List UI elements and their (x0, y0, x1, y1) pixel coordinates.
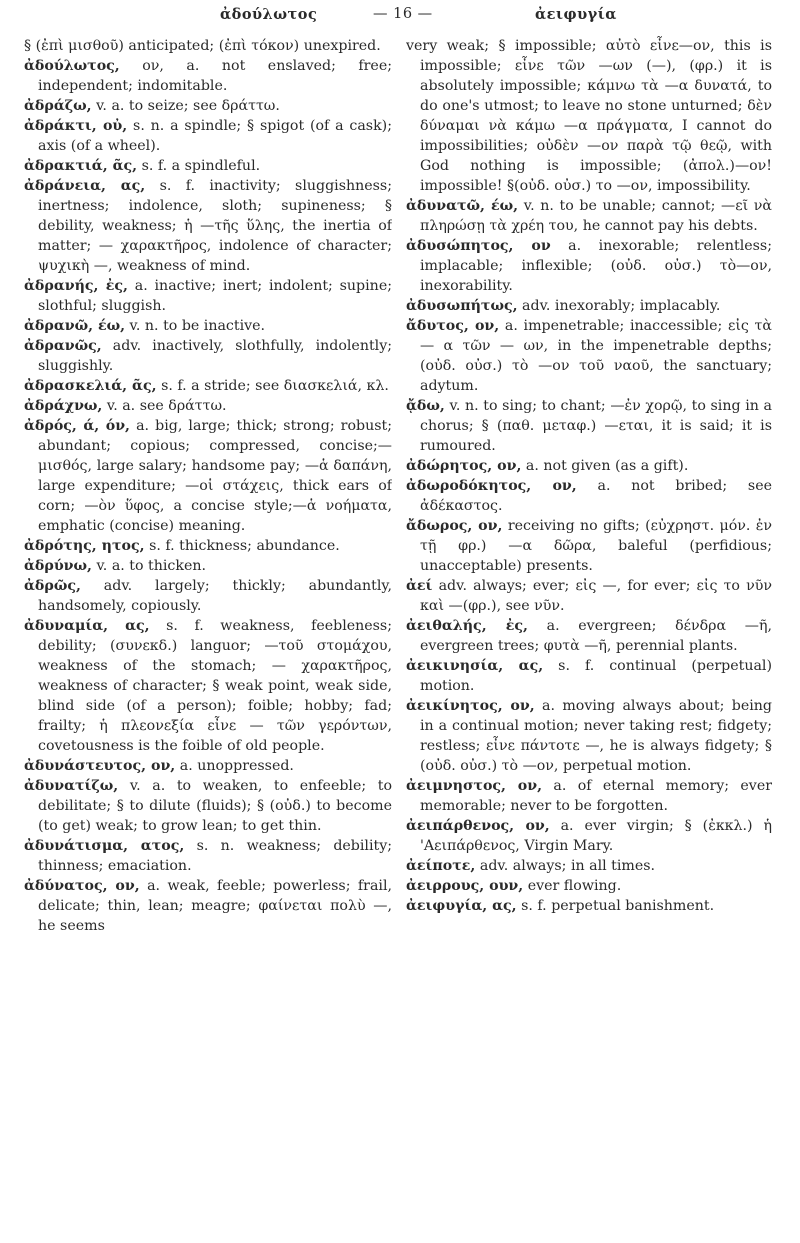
entry-definition: a. big, large; thick; strong; robust; abundant; copious; compressed, concise;— μισθός, large salary; handsome pay; —ἁ δαπάνη, large expenditure; —οἱ στάχεις, thick ears of corn; —ὸν ὕφος, a concise style;—ἁ νοήματα, emphatic (concise) meaning. (38, 418, 392, 534)
entry-definition: s. f. thickness; abundance. (144, 538, 340, 554)
entry-headword: ἀεικίνητος, ον, (406, 698, 535, 714)
entry-headword: ἀδρός, ά, όν, (24, 418, 130, 434)
dictionary-entry (406, 36, 772, 196)
entry-headword: ἀδρακτιά, ᾶς, (24, 158, 138, 174)
dictionary-entry (24, 536, 392, 556)
dictionary-entry (24, 36, 392, 56)
entry-headword: ἀδυναμία, ας, (24, 618, 150, 634)
header-right-headword: ἀειφυγία (535, 6, 617, 23)
dictionary-entry (406, 896, 772, 916)
page-number: — 16 — (373, 6, 433, 22)
right-column (406, 36, 772, 1236)
dictionary-entry (24, 576, 392, 616)
entry-definition: a. ever virgin; § (ἐκκλ.) ἡ 'Αειπάρθενος, Virgin Mary. (420, 818, 772, 854)
dictionary-entry (24, 116, 392, 156)
dictionary-entry (24, 316, 392, 336)
entry-definition: v. n. to be unable; cannot; —εῖ νὰ πληρώσῃ τὰ χρέη του, he cannot pay his debts. (420, 198, 772, 234)
entry-definition: a. evergreen; δένδρα —ῆ, evergreen trees; φυτὰ —ῆ, perennial plants. (420, 618, 772, 654)
entry-headword: ἀειθαλής, ἐς, (406, 618, 528, 634)
entry-headword: ἀειπάρθενος, ον, (406, 818, 550, 834)
entry-definition: very weak; § impossible; αὐτὸ εἶνε—ον, this is impossible; εἶνε τῶν —ων (—), (φρ.) it is absolutely impossible; κάμνω τὰ —α δυνατά, to do one's utmost; to leave no stone unturned; δὲν δύναμαι νὰ κάμω —α πράγματα, I cannot do impossibilities; οὐδὲν —ον παρὰ τῷ θεῷ, with God nothing is impossible; (ἀπολ.)—ον! impossible! §(οὐδ. οὐσ.) το —ον, impossibility. (406, 38, 772, 194)
dictionary-entry (406, 616, 772, 656)
entry-definition: adv. always; ever; εἰς —, for ever; εἰς το νῦν καὶ —(φρ.), see νῦν. (420, 578, 772, 614)
entry-headword: ἀδυνατῶ, έω, (406, 198, 519, 214)
dictionary-entry (406, 296, 772, 316)
entry-headword: ἀδυνατίζω, (24, 778, 119, 794)
entry-definition: s. f. a spindleful. (137, 158, 261, 174)
entry-definition: s. n. weakness; debility; thinness; emaciation. (38, 838, 392, 874)
entry-definition: a. unoppressed. (175, 758, 294, 774)
header-left-headword: ἀδούλωτος (220, 6, 318, 23)
entry-headword: ἀδράχνω, (24, 398, 103, 414)
entry-headword: ἄδυτος, ον, (406, 318, 500, 334)
entry-definition: v. a. to seize; see δράττω. (91, 98, 280, 114)
dictionary-entry (406, 396, 772, 456)
dictionary-entry (406, 776, 772, 816)
entry-headword: ἀδωροδόκητος, ον, (406, 478, 577, 494)
dictionary-entry (24, 396, 392, 416)
entry-definition: a. inexorable; relentless; implacable; inflexible; (οὐδ. οὐσ.) τὸ—ον, inexorability. (420, 238, 772, 294)
entry-definition: adv. always; in all times. (475, 858, 656, 874)
entry-definition: adv. largely; thickly; abundantly, handsomely, copiously. (38, 578, 392, 614)
entry-definition: a. weak, feeble; powerless; frail, delicate; thin, lean; meagre; φαίνεται πολὺ —, he seems (38, 878, 392, 934)
entry-headword: ἀδυνάστευτος, ον, (24, 758, 176, 774)
dictionary-entry (24, 376, 392, 396)
entry-definition: v. a. to weaken, to enfeeble; to debilitate; § to dilute (fluids); § (οὐδ.) to become (to get) weak; to grow lean; to get thin. (38, 778, 392, 834)
dictionary-entry (24, 176, 392, 276)
entry-headword: ἀδρανής, ἐς, (24, 278, 128, 294)
dictionary-entry (24, 836, 392, 876)
entry-headword: ἀδρύνω, (24, 558, 92, 574)
entry-definition: s. f. weakness, feebleness; debility; (συνεκδ.) languor; —τοῦ στομάχου, weakness of the stomach; — χαρακτῆρος, weakness of character; § weak point, weak side, blind side (of a person); foible; hobby; fad; frailty; ἡ πλεονεξία εἶνε — τῶν γερόντων, covetousness is the foible of old people. (38, 618, 392, 754)
dictionary-entry (24, 416, 392, 536)
entry-headword: ἀδράζω, (24, 98, 92, 114)
entry-definition: adv. inactively, slothfully, indolently; sluggishly. (38, 338, 392, 374)
entry-headword: ἀδυσωπήτως, (406, 298, 518, 314)
entry-definition: a. not bribed; see ἀδέκαστος. (420, 478, 772, 514)
entry-headword: ἀδρότης, ητος, (24, 538, 145, 554)
dictionary-entry (406, 696, 772, 776)
entry-definition: v. a. to thicken. (91, 558, 207, 574)
entry-definition: adv. inexorably; implacably. (517, 298, 721, 314)
entry-headword: ἀδύνατος, ον, (24, 878, 140, 894)
entry-definition: v. a. see δράττω. (102, 398, 227, 414)
entry-definition: s. f. continual (perpetual) motion. (420, 658, 772, 694)
entry-headword: ἀειρρους, ουν, (406, 878, 524, 894)
dictionary-entry (406, 456, 772, 476)
entry-definition: s. f. perpetual banishment. (516, 898, 715, 914)
dictionary-entry (406, 656, 772, 696)
entry-definition: v. n. to sing; to chant; —ἐν χορῷ, to sing in a chorus; § (παθ. μεταφ.) —εται, it is said; it is rumoured. (420, 398, 772, 454)
dictionary-entry (406, 856, 772, 876)
dictionary-entry (406, 196, 772, 236)
entry-headword: ἀδυνάτισμα, ατος, (24, 838, 185, 854)
entry-headword: ἀείποτε, (406, 858, 476, 874)
entry-headword: ἀειμνηστος, ον, (406, 778, 543, 794)
entry-definition: ever flowing. (523, 878, 622, 894)
dictionary-entry (24, 96, 392, 116)
dictionary-entry (406, 576, 772, 616)
entry-definition: a. moving always about; being in a continual motion; never taking rest; fidgety; restless; εἶνε πάντοτε —, he is always fidgety; § (οὐδ. οὐσ.) τὸ —ον, perpetual motion. (420, 698, 772, 774)
dictionary-entry (406, 816, 772, 856)
page-header (0, 6, 800, 28)
dictionary-entry (24, 156, 392, 176)
entry-definition: s. n. a spindle; § spigot (of a cask); axis (of a wheel). (38, 118, 392, 154)
dictionary-entry (406, 876, 772, 896)
dictionary-entry (24, 56, 392, 96)
entry-headword: ἀδρασκελιά, ᾶς, (24, 378, 157, 394)
entry-definition: a. of eternal memory; ever memorable; never to be forgotten. (420, 778, 772, 814)
entry-definition: § (ἐπὶ μισθοῦ) anticipated; (ἐπὶ τόκον) unexpired. (24, 38, 381, 54)
entry-headword: ἀδρανῶς, (24, 338, 102, 354)
dictionary-entry (24, 276, 392, 316)
entry-definition: s. f. inactivity; sluggishness; inertness; indolence, sloth; supineness; § debility, weakness; ἡ —τῆς ὕλης, the inertia of matter; — χαρακτῆρος, indolence of character; ψυχικὴ —, weakness of mind. (38, 178, 392, 274)
dictionary-entry (24, 336, 392, 376)
dictionary-entry (24, 876, 392, 936)
entry-definition: v. n. to be inactive. (125, 318, 266, 334)
entry-definition: a. impenetrable; inaccessible; εἰς τὰ — α τῶν — ων, in the impenetrable depths; (οὐδ. οὐσ.) τὸ —ον τοῦ ναοῦ, the sanctuary; adytum. (420, 318, 772, 394)
dictionary-entry (24, 756, 392, 776)
entry-headword: ἄδωρος, ον, (406, 518, 503, 534)
dictionary-entry (406, 476, 772, 516)
entry-definition: a. not given (as a gift). (521, 458, 689, 474)
entry-headword: ἀδούλωτος, (24, 58, 120, 74)
dictionary-entry (24, 556, 392, 576)
entry-headword: ἀδώρητος, ον, (406, 458, 522, 474)
entry-headword: ᾄδω, (406, 398, 445, 414)
entry-headword: ἀδράκτι, οὐ, (24, 118, 128, 134)
entry-definition: a. inactive; inert; indolent; supine; slothful; sluggish. (38, 278, 392, 314)
dictionary-entry (406, 236, 772, 296)
entry-definition: receiving no gifts; (εὐχρηστ. μόν. ἐν τῇ φρ.) —α δῶρα, baleful (perfidious; unacceptable) presents. (420, 518, 772, 574)
entry-headword: ἀδυσώπητος, ον (406, 238, 551, 254)
entry-definition: ον, a. not enslaved; free; independent; indomitable. (38, 58, 392, 94)
left-column (24, 36, 392, 1236)
entry-headword: ἀεί (406, 578, 433, 594)
dictionary-entry (406, 516, 772, 576)
dictionary-entry (406, 316, 772, 396)
entry-definition: s. f. a stride; see διασκελιά, κλ. (156, 378, 389, 394)
entry-headword: ἀδρανῶ, έω, (24, 318, 126, 334)
entry-headword: ἀδράνεια, ας, (24, 178, 146, 194)
entry-headword: ἀδρῶς, (24, 578, 81, 594)
entry-headword: ἀεικινησία, ας, (406, 658, 544, 674)
dictionary-entry (24, 776, 392, 836)
entry-headword: ἀειφυγία, ας, (406, 898, 517, 914)
dictionary-entry (24, 616, 392, 756)
